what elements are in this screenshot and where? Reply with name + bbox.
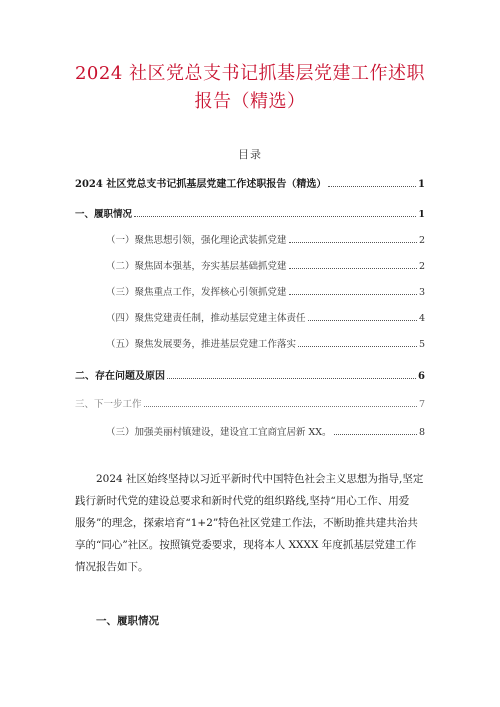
toc-entry-page: 6 bbox=[418, 371, 425, 382]
toc-entry-page: 2 bbox=[418, 235, 425, 246]
toc-entry-page: 2 bbox=[418, 261, 425, 272]
toc-leader-dots bbox=[144, 405, 417, 407]
toc-entry-text: 一、履职情况 bbox=[75, 209, 133, 220]
toc-entry-page: 3 bbox=[418, 287, 425, 298]
toc-entry-text: （五）聚焦发展要务，推进基层党建工作落实 bbox=[106, 339, 297, 350]
toc-leader-dots bbox=[298, 345, 417, 347]
toc-leader-dots bbox=[289, 241, 417, 243]
toc-entry-text: （三）加强美丽村镇建设，建设宜工宜商宜居新 XX。 bbox=[106, 427, 332, 438]
paragraph-line: 享的“同心”社区。按照镇党委要求，现将本人 XXXX 年度抓基层党建工作 bbox=[75, 539, 417, 551]
toc-entry-text: 三、下一步工作 bbox=[75, 399, 142, 410]
toc-entry-text: （三）聚焦重点工作，发挥核心引领抓党建 bbox=[106, 287, 287, 298]
toc-entry-subsection-3[interactable] bbox=[106, 282, 425, 298]
paragraph-line: 情况报告如下。 bbox=[75, 561, 149, 573]
toc-entry-text: （四）聚焦党建责任制，推动基层党建主体责任 bbox=[106, 313, 306, 324]
toc-entry-page: 4 bbox=[418, 313, 425, 324]
toc-entry-text: 2024 社区党总支书记抓基层党建工作述职报告（精选） bbox=[75, 179, 327, 190]
toc-entry-title[interactable] bbox=[75, 174, 425, 190]
toc-entry-subsection-2[interactable] bbox=[106, 256, 425, 272]
toc-leader-dots bbox=[134, 215, 416, 217]
toc-entry-page: 8 bbox=[418, 427, 425, 438]
toc-entry-subsection-1[interactable] bbox=[106, 230, 425, 246]
intro-paragraph bbox=[75, 468, 425, 578]
toc-leader-dots bbox=[289, 267, 417, 269]
toc-heading: 目录 bbox=[238, 148, 262, 161]
paragraph-line: 2024 社区始终坚持以习近平新时代中国特色社会主义思想为指导,坚定 bbox=[96, 473, 424, 485]
toc-entry-section-2[interactable] bbox=[75, 366, 425, 382]
toc-leader-dots bbox=[289, 293, 417, 295]
toc-entry-section-1[interactable] bbox=[75, 204, 425, 220]
toc-entry-page: 5 bbox=[418, 339, 425, 350]
document-title-line-2: 报告（精选） bbox=[194, 91, 306, 112]
toc-entry-page: 7 bbox=[418, 399, 425, 410]
toc-entry-subsection-3-3[interactable] bbox=[106, 422, 425, 438]
toc-entry-text: （一）聚焦思想引领，强化理论武装抓党建 bbox=[106, 235, 287, 246]
toc-entry-text: （二）聚焦固本强基，夯实基层基础抓党建 bbox=[106, 261, 287, 272]
toc-leader-dots bbox=[167, 377, 416, 379]
toc-entry-subsection-4[interactable] bbox=[106, 308, 425, 324]
toc-entry-subsection-5[interactable] bbox=[106, 334, 425, 350]
section-heading: 一、履职情况 bbox=[96, 615, 159, 627]
toc-leader-dots bbox=[308, 319, 417, 321]
toc-entry-section-3[interactable] bbox=[75, 394, 425, 410]
paragraph-line: 服务”的理念，探索培育“1+2”特色社区党建工作法，不断助推共建共治共 bbox=[75, 517, 418, 529]
toc-entry-text: 二、存在问题及原因 bbox=[75, 371, 165, 382]
paragraph-line: 践行新时代党的建设总要求和新时代党的组织路线,坚持“用心工作、用爱 bbox=[75, 495, 410, 507]
toc-leader-dots bbox=[334, 433, 417, 435]
toc-entry-page: 1 bbox=[418, 209, 425, 220]
toc-entry-page: 1 bbox=[418, 179, 425, 190]
document-title-line-1: 2024 社区党总支书记抓基层党建工作述职 bbox=[74, 63, 426, 84]
toc-leader-dots bbox=[328, 185, 416, 187]
